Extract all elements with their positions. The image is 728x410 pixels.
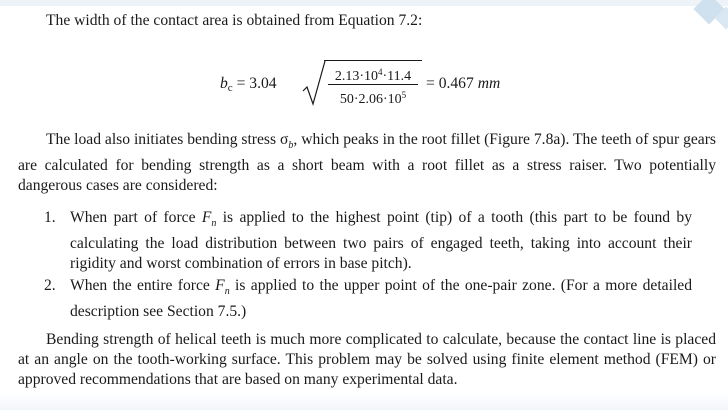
subscript-n: n [211, 218, 217, 230]
symbol-F: F [201, 209, 212, 226]
symbol-b: b [220, 75, 228, 92]
bottom-decorative-band [0, 392, 728, 410]
subscript-b: b [288, 140, 294, 152]
subscript-n: n [224, 286, 230, 298]
numerator: $2.13\cdot 10^4\cdot 11.4$ [334, 67, 412, 84]
symbol-F: F [215, 277, 225, 295]
denominator: $50\cdot 2.06\cdot 10^5$ [339, 90, 407, 107]
equation-lhs [220, 75, 277, 94]
square-root-icon [302, 60, 326, 106]
contact-width-equation [220, 58, 580, 108]
list-item: 2. When the entire force $F_n$ is applied to the upper point of the one-pair zone. (For a more detailed description see Section 7.5.) [44, 277, 692, 321]
top-decorative-band [0, 0, 728, 6]
list-item: 1. When part of force $F_n$ is applied to the highest point (tip) of a tooth (this part to be found by calculating the load distribution between two pairs of engaged teeth, taking into account their rigidity and worst combination of errors in base pitch). [44, 209, 692, 273]
list-number: 1. [44, 209, 56, 226]
coefficient: = 3.04 [232, 75, 277, 92]
subscript-c: c [227, 82, 233, 94]
bending-stress-paragraph: The load also initiates bending stress $\sigma_b$, which peaks in the root fillet (Figure 7.8a). The teeth of spur gears are calculated for bending strength as a short beam with a root fillet as a stress raiser. Two potentially dangerous cases are considered: [18, 131, 716, 195]
equation-result: = 0.467 mm [426, 75, 501, 92]
helical-teeth-paragraph: Bending strength of helical teeth is much more complicated to calculate, because the contact line is placed at an angle on the tooth-working surface. This problem may be solved using finite element method (FEM) or approved recommendations that are based on many experimental data. [18, 331, 716, 388]
list-number: 2. [44, 277, 56, 295]
corner-decoration [690, 0, 728, 36]
intro-paragraph: The width of the contact area is obtained from Equation 7.2: [46, 12, 423, 29]
fraction [324, 62, 422, 105]
dangerous-cases-list [44, 208, 692, 324]
radical-bar [324, 60, 422, 61]
unit-mm: mm [477, 75, 501, 92]
